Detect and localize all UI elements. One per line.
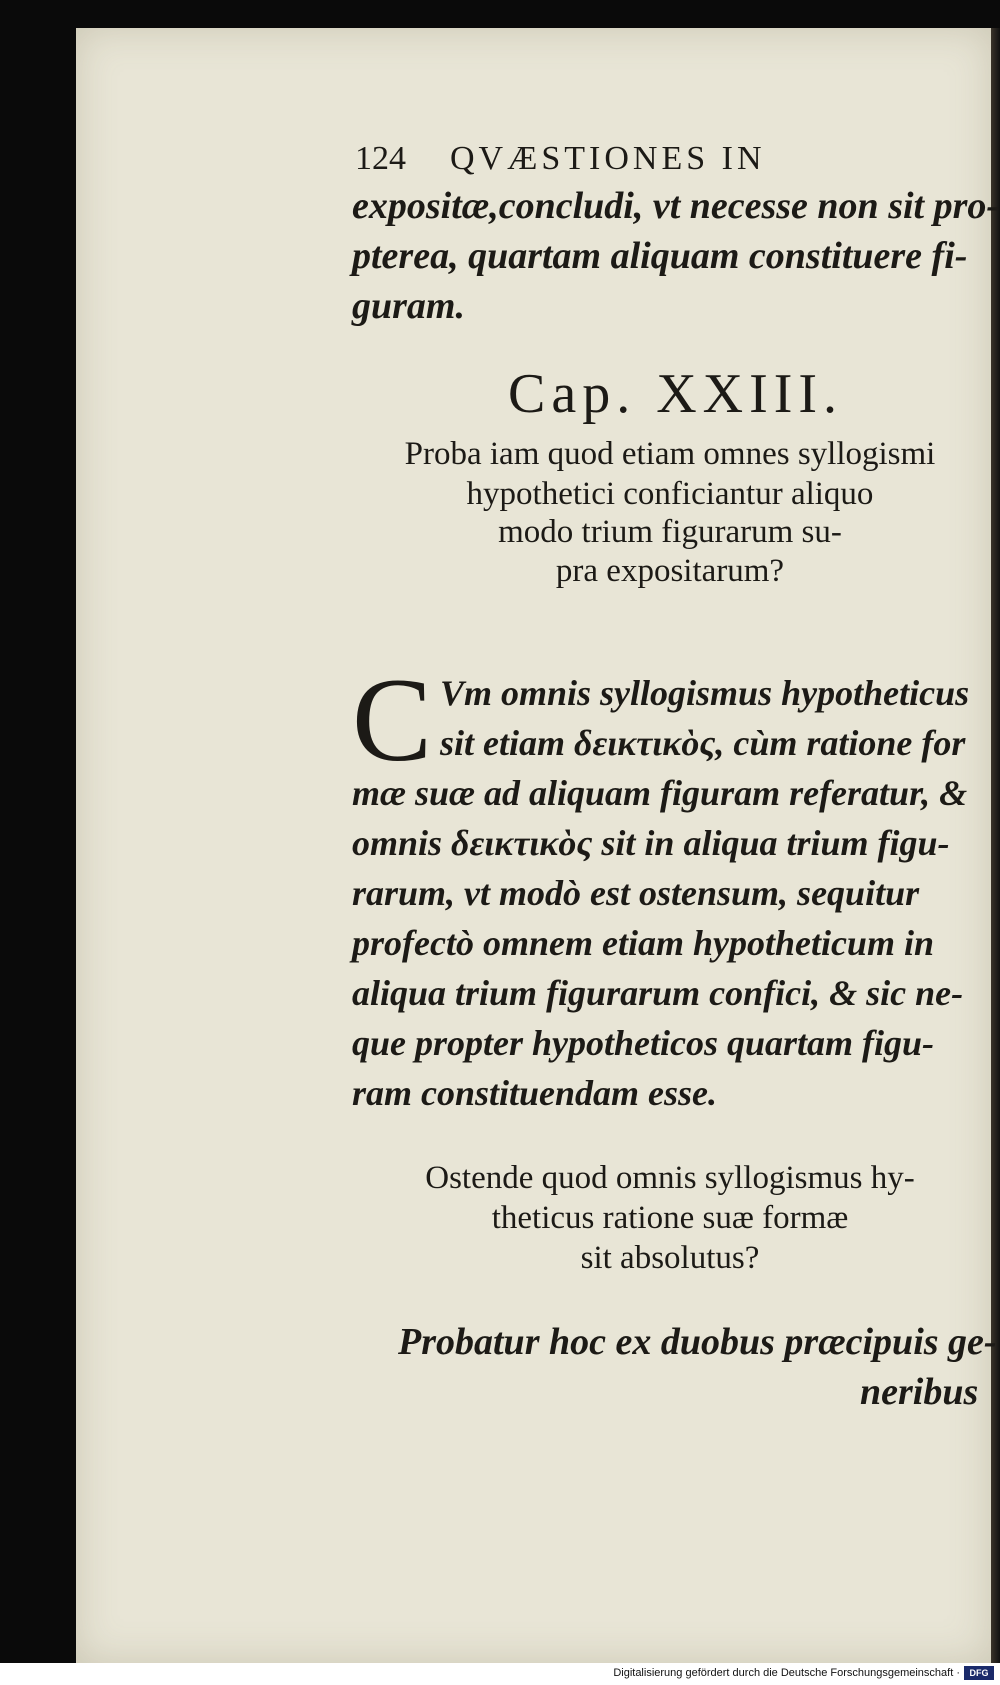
answer1-line: sit etiam δεικτικὸς, cùm ratione for — [440, 723, 966, 763]
footer-credit: Digitalisierung gefördert durch die Deutsche Forschungsgemeinschaft · — [613, 1667, 960, 1679]
question2-line: Ostende quod omnis syllogismus hy- — [425, 1160, 915, 1196]
running-title: QVÆSTIONES IN — [450, 140, 766, 177]
answer1-line: omnis δεικτικὸς sit in aliqua trium figu- — [352, 823, 950, 863]
answer2-catchword: neribus — [860, 1371, 979, 1413]
footer-bar — [0, 1663, 1000, 1685]
answer1-line: mæ suæ ad aliquam figuram referatur, & — [352, 773, 968, 813]
page-edge — [991, 28, 1000, 1663]
running-head — [355, 140, 766, 178]
page-number: 124 — [355, 140, 406, 177]
answer1-line: que propter hypotheticos quartam figu- — [352, 1023, 935, 1063]
question1-line: hypothetici conficiantur aliquo — [466, 476, 874, 512]
para1-line: expositæ,concludi, vt necesse non sit pro- — [352, 185, 1000, 227]
question1-line: pra expositarum? — [555, 553, 785, 589]
answer2-line: Probatur hoc ex duobus præcipuis ge- — [398, 1321, 997, 1363]
answer1-line: rarum, vt modò est ostensum, sequitur — [352, 873, 920, 913]
question2-line: theticus ratione suæ formæ — [491, 1200, 849, 1236]
question2-line: sit absolutus? — [580, 1240, 760, 1276]
question1-line: Proba iam quod etiam omnes syllogismi — [404, 436, 936, 472]
para1-line: pterea, quartam aliquam constituere fi- — [352, 235, 968, 277]
answer1-line: aliqua trium figurarum confici, & sic ne- — [352, 973, 964, 1013]
answer1-line: Vm omnis syllogismus hypotheticus — [440, 673, 970, 713]
para1-line: guram. — [352, 285, 465, 327]
dfg-logo: DFG — [964, 1666, 994, 1680]
answer1-line: profectò omnem etiam hypotheticum in — [352, 923, 934, 963]
drop-cap: C — [352, 653, 433, 786]
answer1-line: ram constituendam esse. — [352, 1073, 718, 1113]
question1-line: modo trium figurarum su- — [498, 514, 842, 550]
chapter-heading: Cap. XXIII. — [508, 363, 844, 425]
